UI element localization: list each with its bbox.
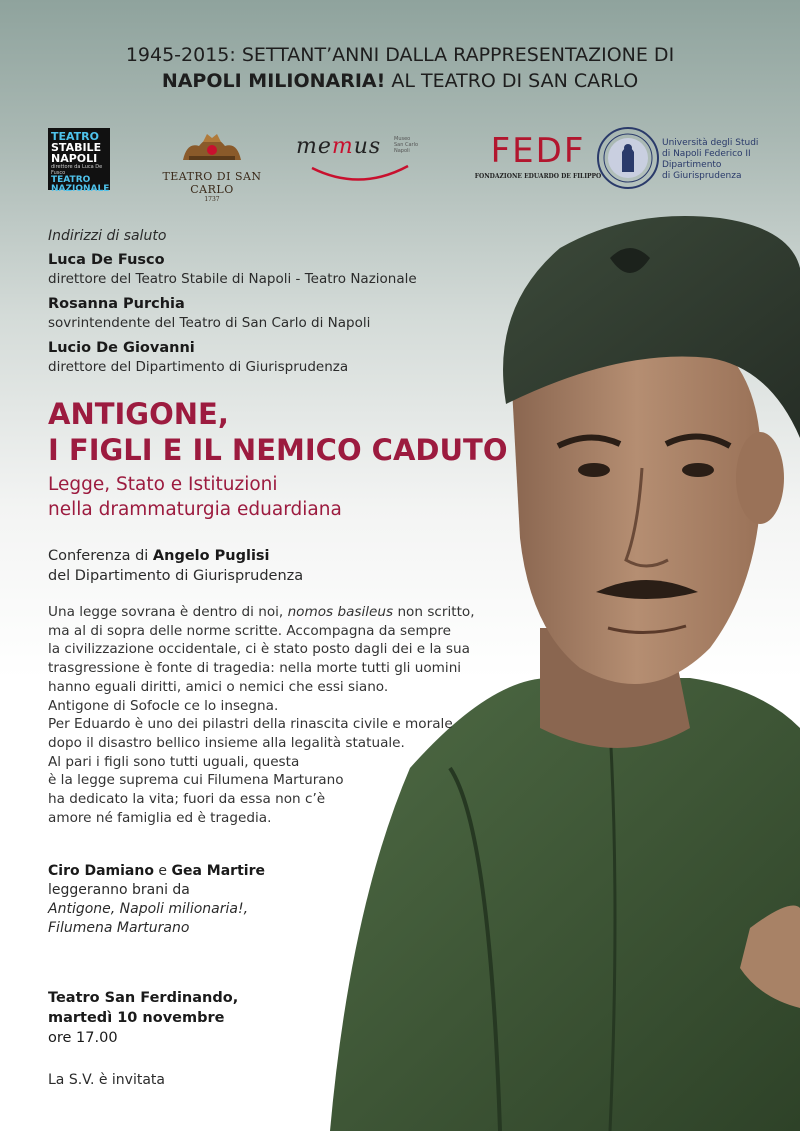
swoosh-icon [310,162,410,186]
memus-tiny-3: Napoli [394,148,410,154]
body-line-4: trasgressione è fonte di tragedia: nella morte tutti gli uomini [48,660,462,677]
title-line-2: I FIGLI E IL NEMICO CADUTO [48,433,508,467]
person-role: direttore del Teatro Stabile di Napoli - Teatro Nazionale [48,271,417,287]
header-line-2 [0,68,800,94]
venue-date: martedì 10 novembre [48,1010,225,1026]
tsn-line-4: TEATRO [51,175,91,185]
fed-caption: FONDAZIONE EDUARDO DE FILIPPO [474,173,602,180]
venue-info [48,988,238,1048]
body-line-12: amore né famiglia ed è tragedia. [48,809,272,826]
conference-prefix: Conferenza di [48,548,153,564]
reader-name-2: Gea Martire [171,863,265,879]
university-seal-icon [596,126,660,190]
event-subtitle [48,472,342,522]
event-title [48,396,507,468]
body-line-3: la civilizzazione occidentale, ci è stato posto dagli dei e la sua [48,641,470,658]
unina-line-2: di Napoli Federico II [662,149,751,159]
venue-time: ore 17.00 [48,1030,118,1046]
memus-tiny-2: San Carlo [394,142,419,148]
memus-part-3: us [353,134,382,159]
invitation-note: La S.V. è invitata [48,1072,165,1088]
person-name: Luca De Fusco [48,252,165,268]
reader-name-1: Ciro Damiano [48,863,154,879]
greeting-person-1 [48,250,417,288]
memus-part-2: m [331,134,354,159]
readers-works-1: Antigone, Napoli milionaria!, [48,901,249,917]
body-line-8: dopo il disastro bellico insieme alla legalità statuale. [48,734,405,751]
play-title: NAPOLI MILIONARIA! [161,70,386,92]
sponsor-logos [0,126,800,203]
person-name: Lucio De Giovanni [48,340,195,356]
venue-place: Teatro San Ferdinando, [48,990,239,1006]
tsn-sub: direttore da Luca De Fusco [51,164,103,176]
memus-tagline [394,136,418,154]
readers-names [48,862,265,881]
body-line-11: ha dedicato la vita; fuori da essa non c’è [48,791,326,808]
tsn-line-5: NAZIONALE [51,184,110,194]
description-text [48,603,518,827]
speaker-affiliation: del Dipartimento di Giurisprudenza [48,568,304,584]
body-line-1 [48,603,518,622]
conference-info [48,546,303,586]
san-carlo-name: TEATRO DI SAN CARLO [162,170,262,196]
readers-and: e [153,863,172,879]
memus-part-1: me [296,134,332,159]
teatro-san-carlo-logo [154,132,270,203]
conference-speaker-line [48,546,303,566]
federico-ii-logo [596,126,766,192]
tsn-line-3: NAPOLI [51,152,98,165]
subtitle-line-2: nella drammaturgia eduardiana [48,499,342,520]
body-line-5: hanno eguali diritti, amici o nemici che essi siano. [48,678,389,695]
subtitle-line-1: Legge, Stato e Istituzioni [48,474,278,495]
person-name: Rosanna Purchia [48,296,185,312]
person-role: direttore del Dipartimento di Giurisprudenza [48,359,349,375]
body-line-6: Antigone di Sofocle ce lo insegna. [48,697,279,714]
speaker-name: Angelo Puglisi [152,548,270,564]
unina-line-1: Università degli Studi [662,138,759,148]
fondazione-eduardo-logo [472,132,604,190]
unina-line-3: Dipartimento [662,160,722,170]
body-line-2: ma al di sopra delle norme scritte. Accompagna da sempre [48,622,452,639]
memus-logo [296,134,426,189]
san-carlo-year: 1737 [204,196,220,203]
person-role: sovrintendente del Teatro di San Carlo di Napoli [48,315,371,331]
tsn-line-2: STABILE [51,141,102,154]
body-line-1b: non scritto, [393,604,475,620]
memus-tiny-1: Museo [394,136,411,142]
body-line-1a: Una legge sovrana è dentro di noi, [48,604,288,620]
readers-info [48,862,265,938]
title-line-1: ANTIGONE, [48,397,229,431]
event-header [0,42,800,94]
teatro-stabile-napoli-logo [48,128,110,194]
greeting-person-2 [48,294,370,332]
body-line-10: è la legge suprema cui Filumena Marturano [48,772,344,789]
body-line-7: Per Eduardo è uno dei pilastri della rinascita civile e morale [48,716,453,733]
body-line-9: Al pari i figli sono tutti uguali, questa [48,753,300,770]
readers-line-2: leggeranno brani da [48,882,190,898]
body-line-1-italic: nomos basileus [287,604,394,620]
crown-crest-icon [179,132,245,162]
readers-works-2: Filumena Marturano [48,920,190,936]
unina-text [662,138,758,182]
unina-line-4: di Giurisprudenza [662,171,742,181]
tsn-line-1: TEATRO [51,130,100,143]
header-line-2-rest: AL TEATRO DI SAN CARLO [385,70,639,92]
fed-mark: FEDF [490,131,586,171]
greeting-person-3 [48,338,348,376]
greetings-heading: Indirizzi di saluto [48,228,167,244]
header-line-1: 1945-2015: SETTANT’ANNI DALLA RAPPRESENTAZIONE DI [125,44,675,66]
